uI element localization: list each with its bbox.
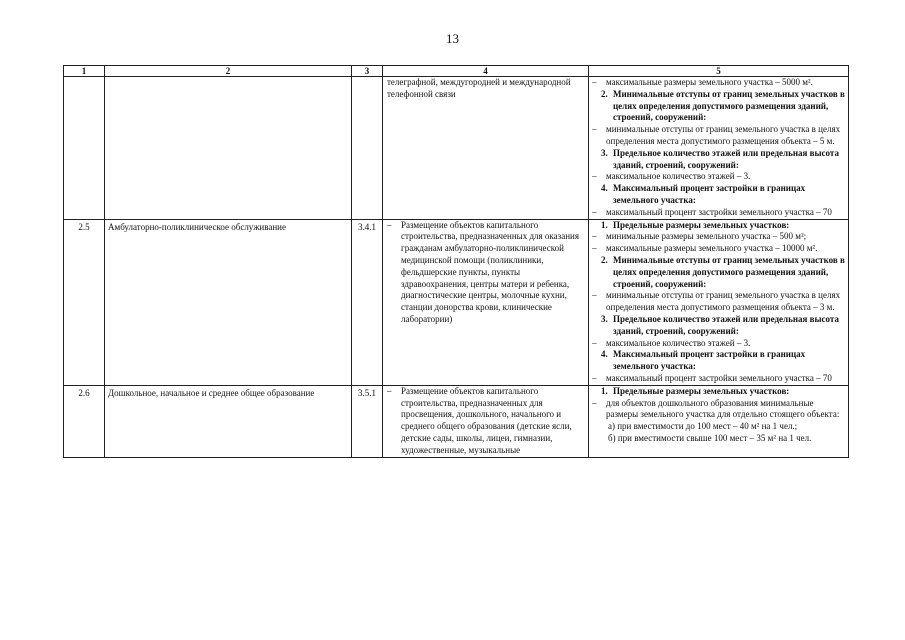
dash-marker: – (592, 206, 597, 217)
parameter-heading-text: Максимальный процент застройки в границах земельного участка: (613, 349, 806, 372)
land-use-description (383, 219, 589, 385)
parameter-subitem-text: а) при вместимости до 100 мест – 40 м² на 1 чел.; (608, 421, 798, 432)
parameter-heading (592, 220, 845, 232)
parameter-value (592, 171, 845, 183)
parameter-heading-number: 1. (601, 219, 608, 230)
zoning-table (63, 65, 849, 458)
description-item (387, 386, 585, 457)
parameter-heading-number: 4. (601, 349, 608, 360)
parameter-heading-text: Предельные размеры земельных участков: (613, 219, 790, 230)
dash-marker: – (592, 124, 597, 135)
land-use-name: Дошкольное, начальное и среднее общее образование (105, 385, 352, 457)
parameter-value (592, 398, 845, 422)
parameter-subitem (592, 421, 845, 433)
description-text: Размещение объектов капитального строительства, предназначенных для просвещения, дошкольного, начального и среднего общего образования (детские ясли, детские сады, школы, лицеи, гимназии, художественные, музыкальные (401, 385, 572, 455)
table-row (64, 385, 849, 457)
dash-marker: – (592, 231, 597, 242)
parameter-value (592, 373, 845, 385)
land-use-name: Амбулаторно-поликлиническое обслуживание (105, 219, 352, 385)
dash-marker: – (592, 243, 597, 254)
parameter-value (592, 290, 845, 314)
parameter-heading (592, 183, 845, 207)
parameter-heading-text: Предельное количество этажей или предельная высота зданий, строений, сооружений: (613, 147, 839, 170)
parameter-value-text: максимальное количество этажей – 3. (606, 171, 751, 182)
parameter-heading (592, 349, 845, 373)
parameter-heading-text: Максимальный процент застройки в границах земельного участка: (613, 183, 806, 205)
dash-marker: – (592, 372, 597, 383)
parameter-heading (592, 89, 845, 124)
dash-marker: – (592, 171, 597, 182)
parameter-value (592, 338, 845, 350)
parameter-heading-number: 2. (601, 254, 608, 265)
parameters-cell (589, 219, 849, 385)
table-row (64, 219, 849, 385)
page-bottom-mask (63, 583, 848, 640)
parameter-heading (592, 386, 845, 398)
parameter-heading-text: Предельные размеры земельных участков: (613, 385, 790, 396)
land-use-description: телеграфной, междугородней и международной телефонной связи (383, 77, 589, 220)
header-cell-2: 2 (105, 66, 352, 77)
parameter-heading-number: 1. (601, 385, 608, 396)
header-cell-5: 5 (589, 66, 849, 77)
land-use-name (105, 77, 352, 220)
land-use-description (383, 385, 589, 457)
header-cell-3: 3 (352, 66, 383, 77)
parameter-value-text: максимальный процент застройки земельного участка – 70 (606, 206, 832, 217)
parameter-value (592, 124, 845, 148)
parameter-subitem-text: б) при вместимости свыше 100 мест – 35 м² на 1 чел. (608, 432, 812, 443)
dash-marker: – (592, 337, 597, 348)
row-number: 2.5 (64, 219, 105, 385)
dash-marker: – (387, 385, 392, 396)
dash-marker: – (592, 290, 597, 301)
parameter-value-text: минимальные размеры земельного участка – 500 м²; (606, 231, 807, 242)
parameter-value-text: максимальное количество этажей – 3. (606, 337, 751, 348)
description-item (387, 220, 585, 326)
parameter-heading-text: Минимальные отступы от границ земельных участков в целях определения допустимого размещения зданий, строений, сооружений: (613, 254, 845, 289)
parameter-heading-text: Предельное количество этажей или предельная высота зданий, строений, сооружений: (613, 313, 839, 336)
parameter-value (592, 231, 845, 243)
parameter-heading-text: Минимальные отступы от границ земельных участков в целях определения допустимого размещения зданий, строений, сооружений: (613, 88, 845, 123)
land-use-code (352, 77, 383, 220)
parameter-value (592, 77, 845, 89)
land-use-code: 3.4.1 (352, 219, 383, 385)
parameter-value-text: для объектов дошкольного образования минимальные размеры земельного участка для отдельно стоящего объекта: (606, 397, 840, 420)
parameter-heading (592, 255, 845, 290)
parameter-value-text: минимальные отступы от границ земельного участка в целях определения места допустимого размещения объекта – 3 м. (606, 290, 841, 313)
parameter-heading-number: 3. (601, 147, 608, 158)
parameter-heading-number: 4. (601, 183, 608, 194)
parameter-value-text: минимальные отступы от границ земельного участка в целях определения места допустимого размещения объекта – 5 м. (606, 124, 841, 146)
parameter-heading-number: 3. (601, 313, 608, 324)
dash-marker: – (387, 219, 392, 230)
description-text: Размещение объектов капитального строительства, предназначенных для оказания гражданам амбулаторно-поликлинической медицинской помощи (поликлиники, фельдшерские пункты, пункты здравоохранения, центры матери и ребенка, диагностические центры, молочные кухни, станции донорства крови, клинические лаборатории) (401, 219, 579, 324)
table-header-row (64, 66, 849, 77)
parameter-heading (592, 314, 845, 338)
header-cell-4: 4 (383, 66, 589, 77)
row-number: 2.6 (64, 385, 105, 457)
dash-marker: – (592, 397, 597, 408)
parameter-heading-number: 2. (601, 88, 608, 99)
parameter-value (592, 243, 845, 255)
parameter-value (592, 207, 845, 219)
parameter-value-text: максимальные размеры земельного участка – 10000 м². (606, 243, 818, 254)
parameters-cell (589, 385, 849, 457)
table-row (64, 77, 849, 220)
parameter-subitem (592, 433, 845, 445)
parameter-value-text: максимальные размеры земельного участка – 5000 м². (606, 77, 813, 87)
parameter-value-text: максимальный процент застройки земельного участка – 70 (606, 372, 832, 383)
land-use-code: 3.5.1 (352, 385, 383, 457)
dash-marker: – (592, 77, 597, 87)
header-cell-1: 1 (64, 66, 105, 77)
parameter-heading (592, 148, 845, 172)
parameters-cell (589, 77, 849, 220)
row-number (64, 77, 105, 220)
page-number: 13 (446, 31, 459, 46)
